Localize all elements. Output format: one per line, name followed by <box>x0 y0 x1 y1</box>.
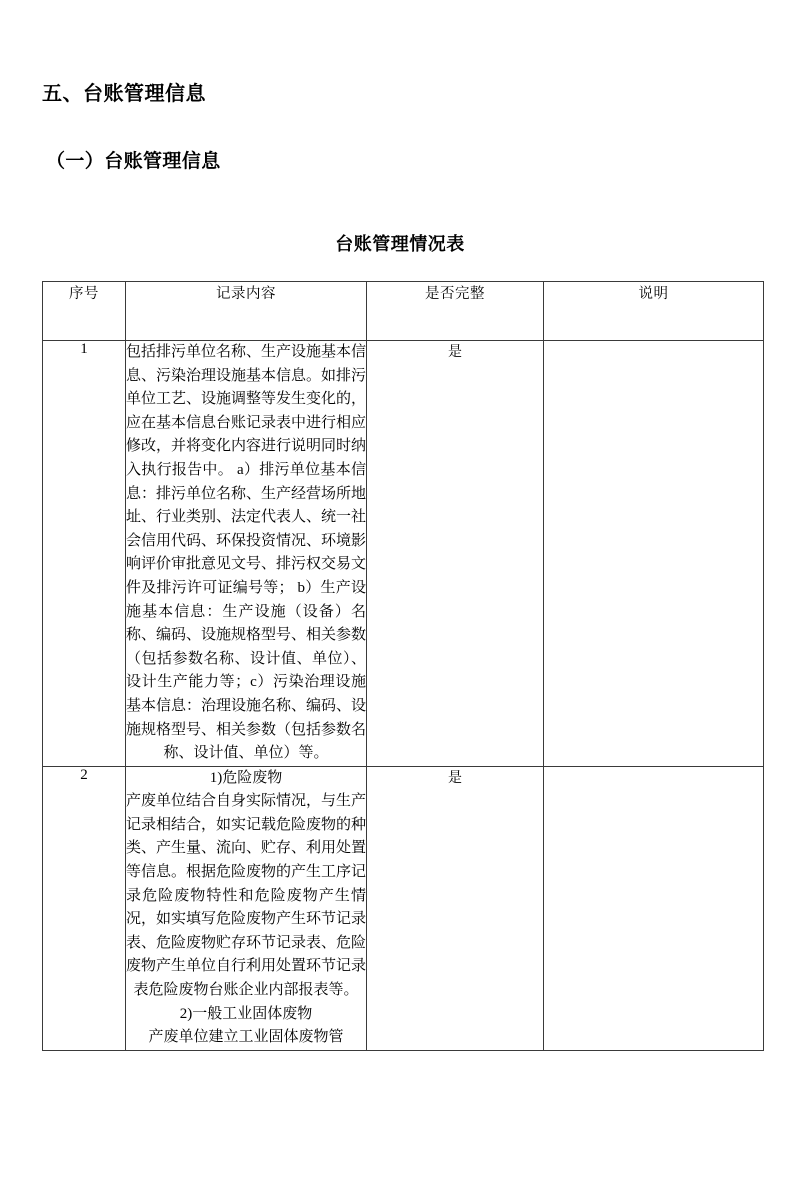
remark-cell <box>544 341 764 767</box>
column-header-complete: 是否完整 <box>367 282 544 341</box>
record-content-paragraph: 2)一般工业固体废物 <box>179 1005 313 1022</box>
completeness-cell: 是 <box>367 341 544 767</box>
ledger-table-container <box>42 281 763 1051</box>
ledger-table <box>42 281 764 1051</box>
table-header <box>43 282 764 341</box>
record-content-paragraph: 1)危险废物 <box>209 769 283 786</box>
record-content-cell <box>126 766 367 1050</box>
row-number-cell: 2 <box>43 766 126 1050</box>
table-row <box>43 341 764 767</box>
completeness-cell: 是 <box>367 766 544 1050</box>
record-content-paragraph: 包括排污单位名称、生产设施基本信息、污染治理设施基本信息。如排污单位工艺、设施调整等发生变化的，应在基本信息台账记录表中进行相应修改，并将变化内容进行说明同时纳入执行报告中。 a）排污单位基本信息：排污单位名称、生产经营场所地址、行业类别、法定代表人、统一社会信用代码、环保投资情况、环境影响评价审批意见文号、排污权交易文件及排污许可证编号等； b）生产设施基本信息：生产设施（设备）名称、编码、设施规格型号、相关参数（包括参数名称、设计值、单位）、设计生产能力等；c）污染治理设施基本信息：治理设施名称、编码、设施规格型号、相关参数（包括参数名称、设计值、单位）等。 <box>126 344 367 762</box>
table-body <box>43 341 764 1051</box>
row-number-cell: 1 <box>43 341 126 767</box>
table-row <box>43 766 764 1050</box>
column-header-no: 序号 <box>43 282 126 341</box>
table-caption: 台账管理情况表 <box>335 234 465 254</box>
column-header-remark: 说明 <box>544 282 764 341</box>
record-content-paragraph: 产废单位建立工业固体废物管 <box>148 1029 344 1046</box>
subsection-heading: （一）台账管理信息 <box>46 151 221 172</box>
record-content-paragraph: 产废单位结合自身实际情况，与生产记录相结合，如实记载危险废物的种类、产生量、流向、贮存、利用处置等信息。根据危险废物的产生工序记录危险废物特性和危险废物产生情况，如实填写危险废物产生环节记录表、危险废物贮存环节记录表、危险废物产生单位自行利用处置环节记录表危险废物台账企业内部报表等。 <box>126 793 367 999</box>
column-header-content: 记录内容 <box>126 282 367 341</box>
record-content-cell <box>126 341 367 767</box>
page-title: 五、台账管理信息 <box>42 83 206 105</box>
remark-cell <box>544 766 764 1050</box>
table-header-row <box>43 282 764 341</box>
